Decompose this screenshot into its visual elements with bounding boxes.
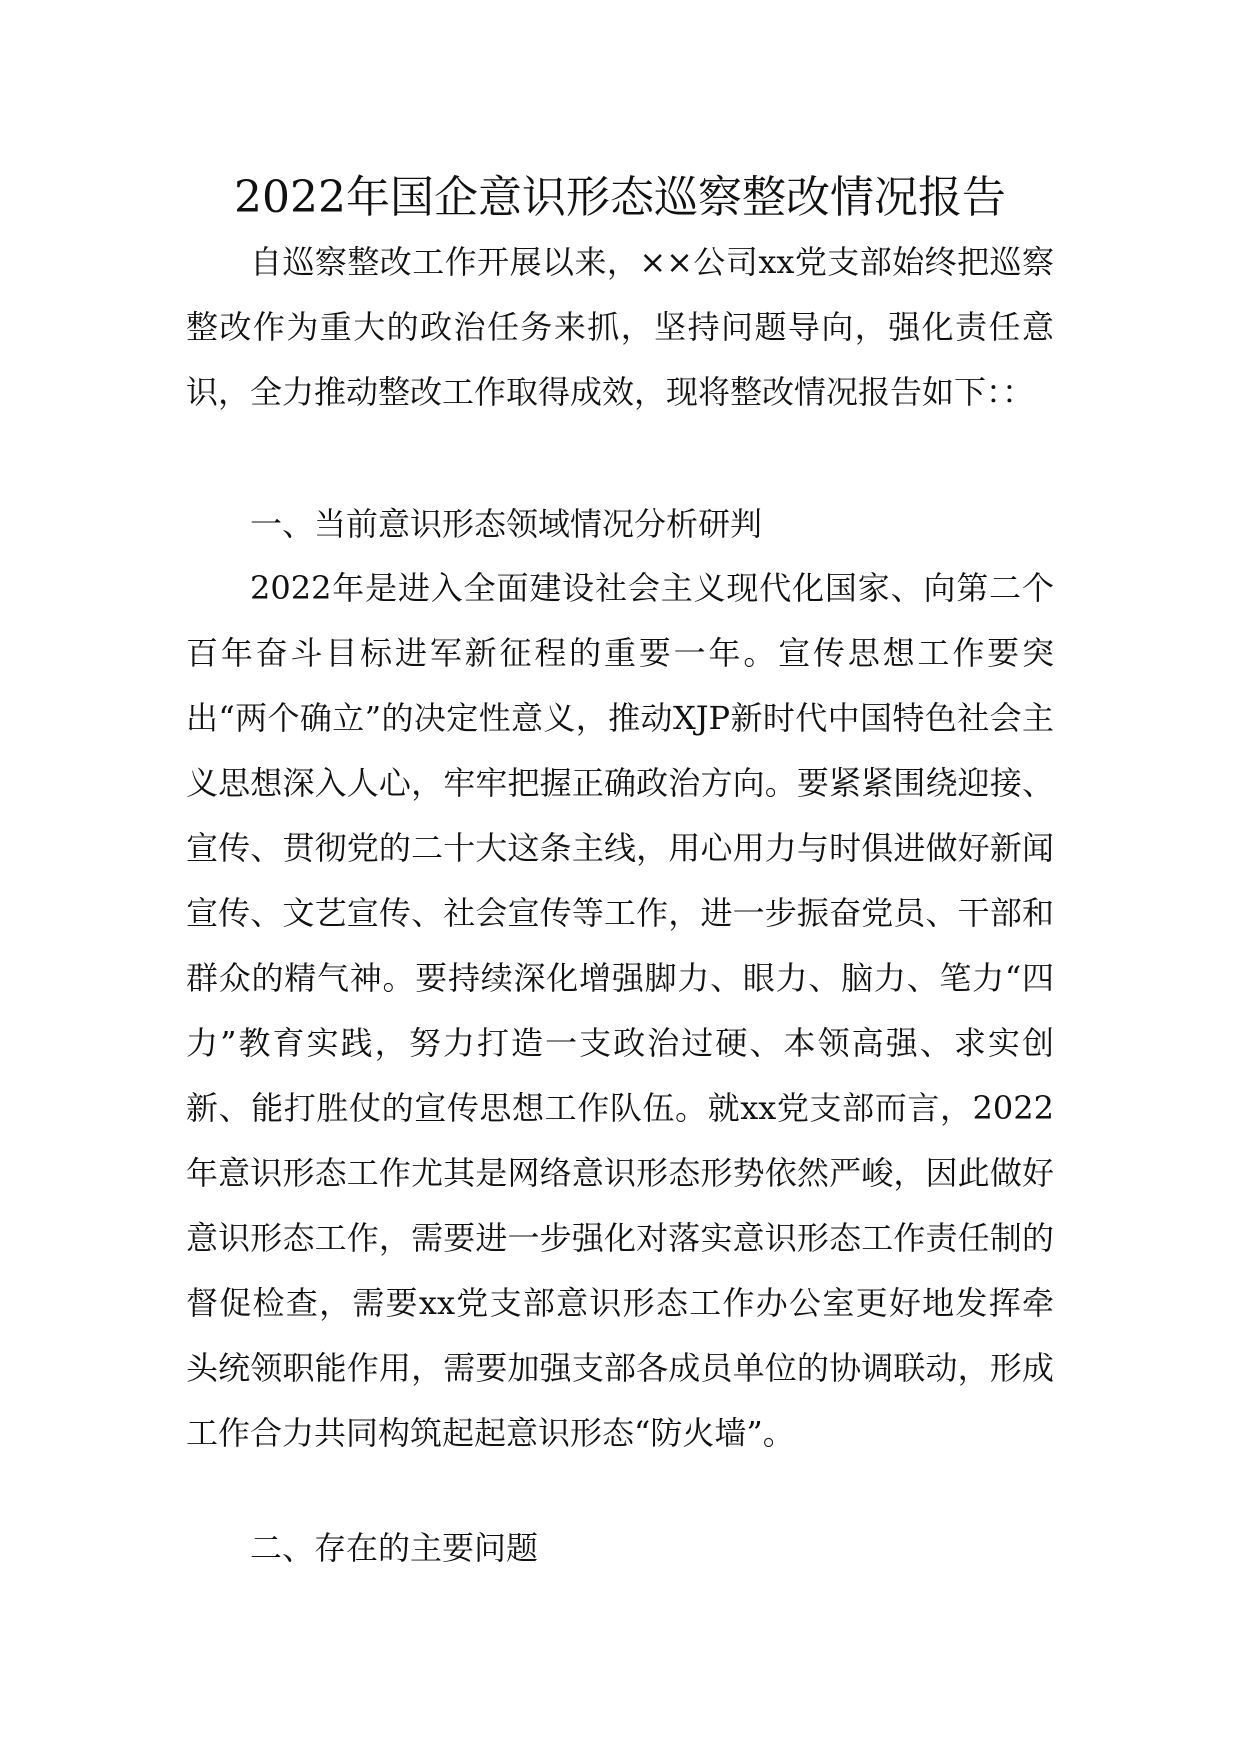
- section-heading-2: 二、存在的主要问题: [250, 1529, 539, 1567]
- document-title: 2022年国企意识形态巡察整改情况报告: [234, 172, 1006, 223]
- intro-paragraph: 自巡察整改工作开展以来，××公司xx党支部始终把巡察整改作为重大的政治任务来抓，坚持问题导向，强化责任意识，全力推动整改工作取得成效，现将整改情况报告如下：：: [186, 243, 1054, 411]
- analysis-paragraph: 2022年是进入全面建设社会主义现代化国家、向第二个百年奋斗目标进军新征程的重要一年。宣传思想工作要突出“两个确立”的决定性意义，推动XJP新时代中国特色社会主义思想深入人心，牢牢把握正确政治方向。要紧紧围绕迎接、宣传、贯彻党的二十大这条主线，用心用力与时俱进做好新闻宣传、文艺宣传、社会宣传等工作，进一步振奋党员、干部和群众的精气神。要持续深化增强脚力、眼力、脑力、笔力“四力”教育实践，努力打造一支政治过硬、本领高强、求实创新、能打胜仗的宣传思想工作队伍。就xx党支部而言，2022年意识形态工作尤其是网络意识形态形势依然严峻，因此做好意识形态工作，需要进一步强化对落实意识形态工作责任制的督促检查，需要xx党支部意识形态工作办公室更好地发挥牵头统领职能作用，需要加强支部各成员单位的协调联动，形成工作合力共同构筑起起意识形态“防火墙”。: [186, 569, 1054, 1452]
- section-heading-1: 一、当前意识形态领域情况分析研判: [250, 505, 763, 543]
